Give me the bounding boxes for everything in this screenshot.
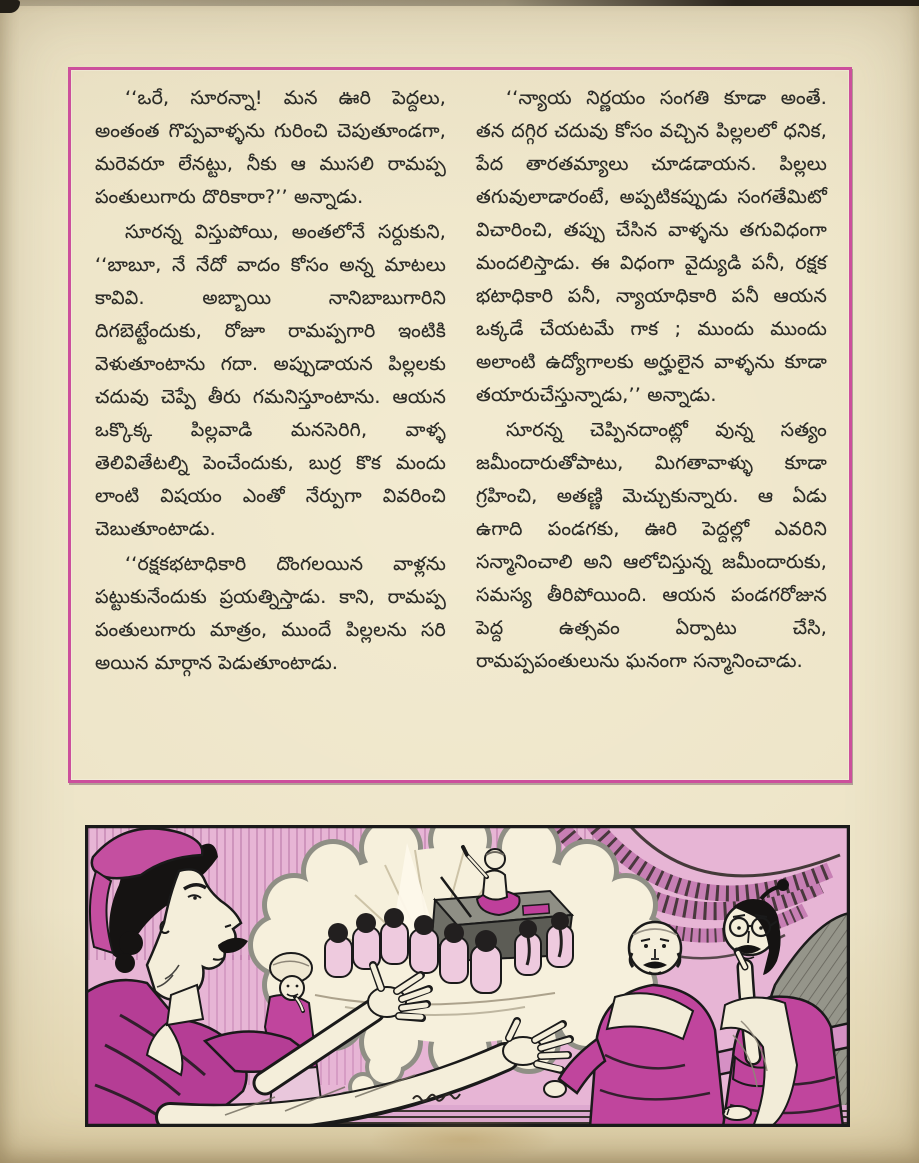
- page-stain: [368, 1116, 558, 1162]
- story-illustration: [85, 825, 850, 1127]
- story-paragraph: ‘‘ఒరే, సూరన్నా! మన ఊరి పెద్దలు, అంతంత గొప్పవాళ్ళను గురించి చెపుతూండగా, మరెవరూ లేనట్టు, నీకు ఆ ముసలి రామప్ప పంతులుగారు దొరికారా?’’ అన్నాడు.: [95, 87, 446, 208]
- story-paragraph: సూరన్న విస్తుపోయి, అంతలోనే సర్దుకుని, ‘‘బాబూ, నే నేదో వాదం కోసం అన్న మాటలు కావివి. అబ్బాయి నానిబాబుగారిని దిగబెట్టేందుకు, రోజూ రామప్పగారి ఇంటికి వెళుతూంటాను గదా. అప్పుడాయన పిల్లలకు చదువు చెప్పే తీరు గమనిస్తూంటాను. ఆయన ఒక్కొక్క పిల్లవాడి మనసెరిగి, వాళ్ళ తెలివితేటల్ని పెంచేందుకు, బుర్ర కొక మందు లాంటి విషయం ఎంతో నేర్పుగా వివరించి చెబుతూంటాడు.: [95, 221, 446, 540]
- text-column-left: [95, 82, 446, 770]
- story-paragraph: ‘‘న్యాయ నిర్ణయం సంగతి కూడా అంతే. తన దగ్గిర చదువు కోసం వచ్చిన పిల్లలలో ధనిక, పేద తారతమ్యాలు చూడడాయన. పిల్లలు తగువులాడారంటే, అప్పటికప్పుడు సంగతేమిటో విచారించి, తప్పు చేసిన వాళ్ళను తగువిధంగా మందలిస్తాడు. ఈ విధంగా వైద్యుడి పనీ, రక్షక భటాధికారి పనీ, న్యాయాధికారి పనీ ఆయన ఒక్కడే చేయటమే గాక ; ముందు ముందు అలాంటి ఉద్యోగాలకు అర్హులైన వాళ్ళను కూడా తయారుచేస్తున్నాడు,’’ అన్నాడు.: [476, 87, 827, 406]
- story-paragraph: ‘‘రక్షకభటాధికారి దొంగలయిన వాళ్లను పట్టుకునేందుకు ప్రయత్నిస్తాడు. కాని, రామప్ప పంతులుగారు మాత్రం, ముందే పిల్లలను సరి అయిన మార్గాన పెడుతూంటాడు.: [95, 553, 446, 674]
- story-text-box: [68, 67, 852, 783]
- scan-corner-mark: [0, 0, 20, 13]
- scan-edge-artifact: [0, 0, 919, 6]
- text-column-right: [476, 82, 827, 770]
- story-paragraph: సూరన్న చెప్పినదాంట్లో వున్న సత్యం జమీందారుతోపాటు, మిగతావాళ్ళు కూడా గ్రహించి, అతణ్ణి మెచ్చుకున్నారు. ఆ ఏడు ఉగాది పండగకు, ఊరి పెద్దల్లో ఎవరిని సన్మానించాలి అని ఆలోచిస్తున్న జమీందారుకు, సమస్య తీరిపోయింది. ఆయన పండగరోజున పెద్ద ఉత్సవం ఏర్పాటు చేసి, రామప్పపంతులును ఘనంగా సన్మానించాడు.: [476, 419, 827, 672]
- illustration-svg: [85, 825, 850, 1127]
